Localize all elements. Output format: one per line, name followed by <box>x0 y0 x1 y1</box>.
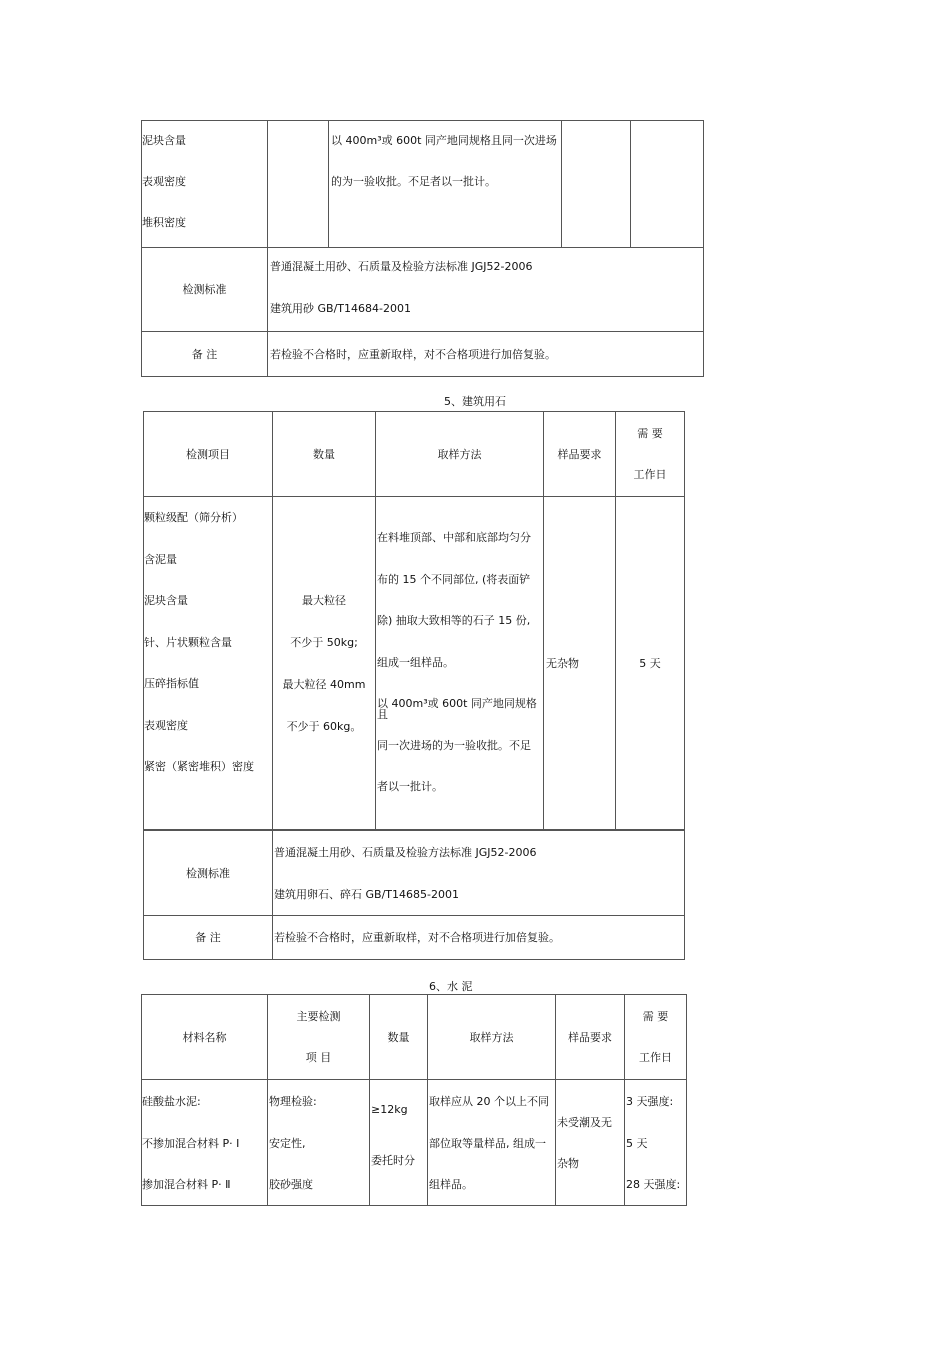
header-days-line2: 工作日 <box>639 1051 672 1064</box>
method-line: 取样应从 20 个以上不同 <box>429 1095 549 1108</box>
days-cell <box>625 1080 687 1206</box>
item-text: 表观密度 <box>142 175 186 188</box>
qty-line: 不少于 60kg。 <box>286 720 362 733</box>
cement-table <box>141 994 687 1206</box>
method-line: 组样品。 <box>429 1178 473 1191</box>
item-text: 针、片状颗粒含量 <box>144 635 232 649</box>
qty-cell <box>268 121 329 248</box>
req-cell <box>556 1080 625 1206</box>
method-line: 除) 抽取大致相等的石子 15 份, <box>377 614 531 627</box>
days-line: 3 天强度: <box>626 1095 674 1108</box>
qty-line: ≥12kg <box>371 1103 408 1116</box>
method-line: 组成一组样品。 <box>377 655 454 669</box>
method-cell <box>329 121 562 248</box>
item-text: 泥块含量 <box>144 594 188 607</box>
header-days-line1: 需 要 <box>637 427 663 440</box>
header-items-line1: 主要检测 <box>296 1010 341 1023</box>
standard-label: 检测标准 <box>144 831 273 916</box>
header-items <box>268 995 370 1080</box>
header-items-line2: 项 目 <box>305 1051 332 1064</box>
method-line: 同一次进场的为一验收批。不足 <box>377 738 531 752</box>
days-line: 28 天强度: <box>626 1178 681 1191</box>
stone-standard-table <box>143 830 685 960</box>
qty-line: 最大粒径 40mm <box>282 678 366 691</box>
header-days <box>616 412 685 497</box>
remark-text: 若检验不合格时，应重新取样，对不合格项进行加倍复验。 <box>268 332 704 377</box>
header-requirement: 样品要求 <box>556 995 625 1080</box>
req-line: 未受潮及无 <box>557 1116 612 1129</box>
method-line: 布的 15 个不同部位, (将表面铲 <box>377 572 531 586</box>
remark-text: 若检验不合格时，应重新取样，对不合格项进行加倍复验。 <box>273 916 685 960</box>
header-qty: 数量 <box>370 995 428 1080</box>
qty-line: 最大粒径 <box>302 594 346 607</box>
test-line: 安定性, <box>269 1136 306 1150</box>
remark-label: 备 注 <box>142 332 268 377</box>
header-item: 检测项目 <box>144 412 273 497</box>
days-line: 5 天 <box>626 1136 648 1150</box>
method-cell <box>376 497 544 830</box>
header-name: 材料名称 <box>142 995 268 1080</box>
header-days <box>625 995 687 1080</box>
item-text: 堆积密度 <box>142 216 186 229</box>
stone-table <box>143 411 685 830</box>
test-line: 物理检验: <box>269 1095 317 1108</box>
item-text: 紧密（紧密堆积）密度 <box>144 760 254 773</box>
req-cell <box>562 121 631 248</box>
method-line: 者以一批计。 <box>377 780 443 793</box>
header-days-line1: 需 要 <box>642 1010 669 1023</box>
item-text: 泥块含量 <box>142 134 186 147</box>
section-5-caption: 5、建筑用石 <box>444 395 506 408</box>
item-text: 压碎指标值 <box>144 677 199 690</box>
header-method: 取样方法 <box>428 995 556 1080</box>
sand-table-continued <box>141 120 704 377</box>
standard-cell <box>273 831 685 916</box>
req-line: 杂物 <box>557 1157 579 1170</box>
items-cell <box>144 497 273 830</box>
qty-cell <box>273 497 376 830</box>
header-requirement: 样品要求 <box>544 412 616 497</box>
remark-label: 备 注 <box>144 916 273 960</box>
standard-line: 普通混凝土用砂、石质量及检验方法标准 JGJ52-2006 <box>270 260 533 273</box>
names-cell <box>142 1080 268 1206</box>
method-line: 部位取等量样品, 组成一 <box>429 1136 546 1150</box>
standard-cell <box>268 248 704 332</box>
standard-line: 普通混凝土用砂、石质量及检验方法标准 JGJ52-2006 <box>274 846 537 859</box>
method-cell <box>428 1080 556 1206</box>
qty-line: 委托时分 <box>371 1154 415 1167</box>
tests-cell <box>268 1080 370 1206</box>
items-cell <box>142 121 268 248</box>
header-days-line2: 工作日 <box>633 468 667 481</box>
name-line: 硅酸盐水泥: <box>142 1095 201 1108</box>
days-cell <box>631 121 704 248</box>
name-line: 掺加混合材料 P· Ⅱ <box>142 1178 231 1191</box>
name-line: 不掺加混合材料 P· Ⅰ <box>142 1136 240 1150</box>
item-text: 表观密度 <box>144 718 188 732</box>
item-text: 颗粒级配（筛分析） <box>144 511 243 524</box>
method-line: 的为一验收批。不足者以一批计。 <box>331 175 496 188</box>
requirement-text: 无杂物 <box>544 497 616 830</box>
standard-line: 建筑用砂 GB/T14684-2001 <box>270 302 411 315</box>
qty-cell <box>370 1080 428 1206</box>
method-line: 以 400m³或 600t 同产地同规格且 <box>377 697 537 721</box>
header-qty: 数量 <box>273 412 376 497</box>
method-line: 在料堆顶部、中部和底部均匀分 <box>377 531 531 544</box>
header-method: 取样方法 <box>376 412 544 497</box>
item-text: 含泥量 <box>144 552 177 566</box>
standard-line: 建筑用卵石、碎石 GB/T14685-2001 <box>274 888 459 901</box>
days-text: 5 天 <box>616 497 685 830</box>
section-6-caption: 6、水 泥 <box>429 980 473 993</box>
qty-line: 不少于 50kg; <box>290 636 358 649</box>
standard-label: 检测标准 <box>142 248 268 332</box>
method-line: 以 400m³或 600t 同产地同规格且同一次进场 <box>331 134 557 147</box>
test-line: 胶砂强度 <box>269 1178 313 1191</box>
